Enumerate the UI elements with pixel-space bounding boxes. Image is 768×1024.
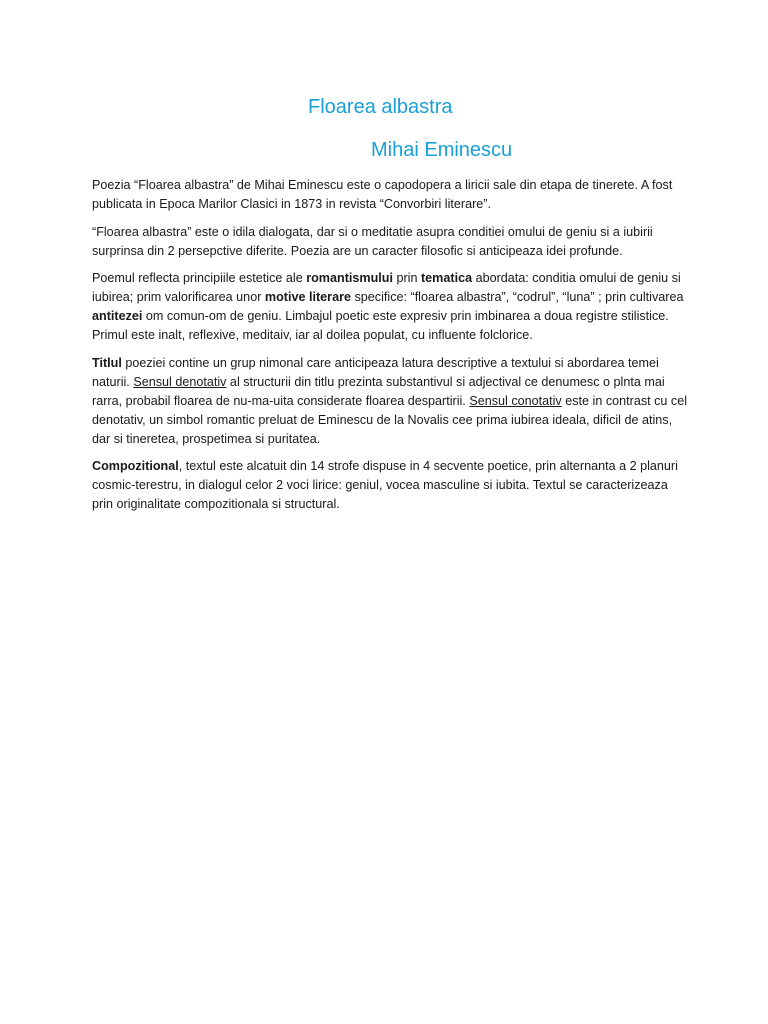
text-run: prin xyxy=(392,271,421,285)
keyword-tematica: tematica xyxy=(420,271,473,285)
paragraph-idila: “Floarea albastra” este o idila dialogata, dar si o meditatie asupra conditiei omului de geniu si a iubirii surprinsa din 2 persepctive diferite. Poezia are un caracter filosofic si anticipeaza idei profunde. xyxy=(92,224,653,258)
document-body xyxy=(92,176,692,523)
text-run: al structurii din titlu prezinta substantivul si adjectival ce denumesc o plnta mai rarra, probabil floarea de nu-ma-uita considerate floarea despartirii. xyxy=(92,374,665,408)
paragraph-romantism xyxy=(92,269,692,345)
keyword-antitezei: antitezei xyxy=(92,309,143,323)
keyword-romantismului: romantismului xyxy=(306,271,393,285)
paragraph-intro: Poezia “Floarea albastra” de Mihai Eminescu este o capodopera a liricii sale din etapa de tinerete. A fost publicata in Epoca Marilor Clasici in 1873 in revista “Convorbiri literare”. xyxy=(92,178,673,211)
underlined-sensul-conotativ: Sensul conotativ xyxy=(469,393,562,408)
underlined-sensul-denotativ: Sensul denotativ xyxy=(133,374,227,389)
paragraph-titlul xyxy=(92,354,692,449)
text-run: Poemul reflecta principiile estetice ale xyxy=(92,271,307,285)
keyword-titlul: Titlul xyxy=(92,355,122,370)
document-title: Floarea albastra xyxy=(308,96,453,118)
text-run: om comun-om de geniu. Limbajul poetic este expresiv prin imbinarea a doua registre stilistice. Primul este inalt, reflexive, meditaiv, iar al doilea populat, cu influente folclorice. xyxy=(92,309,669,342)
keyword-motive-literare: motive literare xyxy=(264,290,351,304)
text-run: poeziei contine un grup nimonal care anticipeaza latura descriptive a textului si abordarea temei naturii. xyxy=(92,355,659,389)
text-run: specifice: “floarea albastra”, “codrul”, “luna” ; prin cultivarea xyxy=(351,290,684,304)
paragraph-compozitional xyxy=(92,457,692,514)
text-run: abordata: conditia omului de geniu si iubirea; prim valorificarea unor xyxy=(92,271,681,304)
text-run: este in contrast cu cel denotativ, un simbol romantic preluat de Eminescu de la Novalis cee prima iubirea ideala, dificil de atins, dar si tineretea, prospetimea si puritatea. xyxy=(92,393,688,446)
text-run: , textul este alcatuit din 14 strofe dispuse in 4 secvente poetice, prin alternanta a 2 planuri cosmic-terestru, in dialogul celor 2 voci lirice: geniul, vocea masculine si iubita. Textul se caracterizeaza prin originalitate compozitionala si structural. xyxy=(92,459,678,511)
keyword-compozitional: Compozitional xyxy=(92,459,179,473)
document-author: Mihai Eminescu xyxy=(371,139,513,161)
